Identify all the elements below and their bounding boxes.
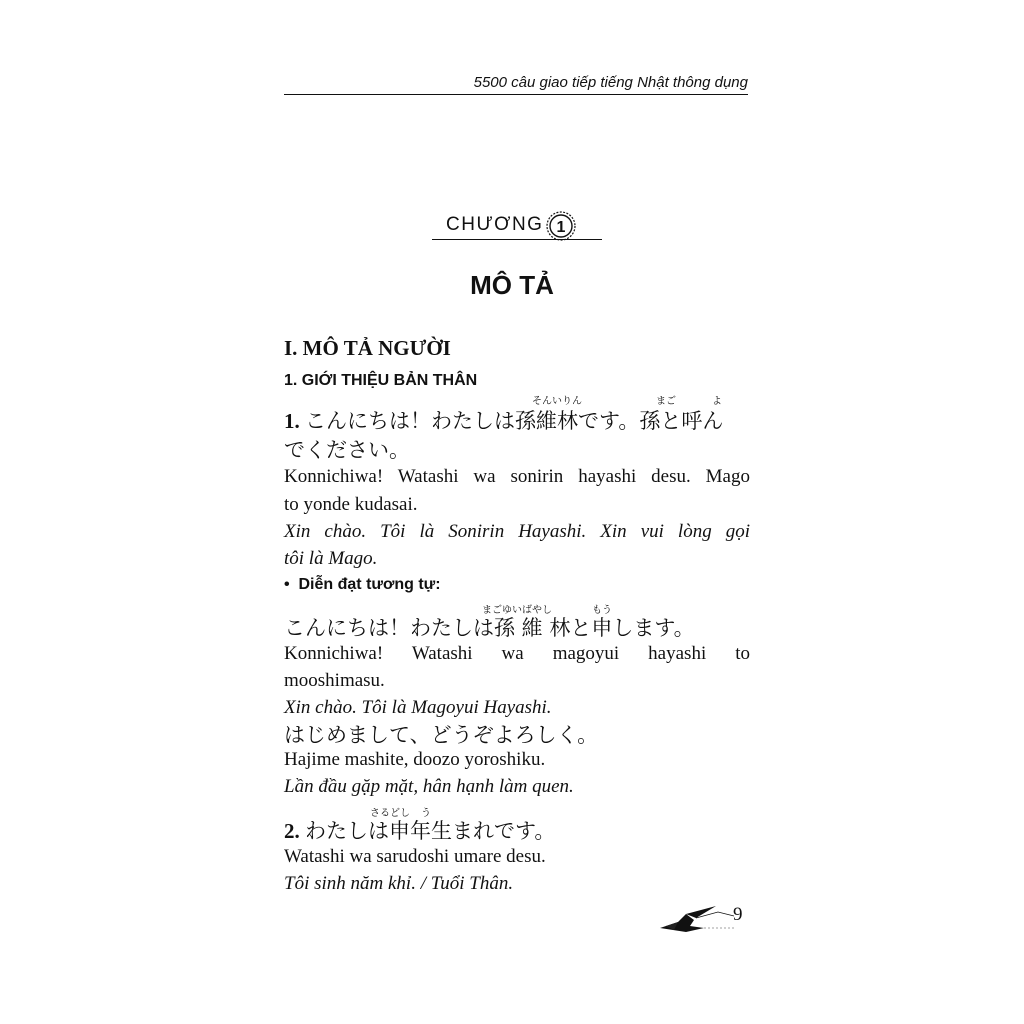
furigana: まごゆいばやし [482,605,552,616]
section-heading: I. MÔ TẢ NGƯỜI [284,336,451,360]
furigana: う [421,808,431,819]
vietnamese-text: tôi là Mago. [284,548,378,569]
chapter-label: CHƯƠNG [446,214,544,235]
jp-text: はじめまして、どうぞよろしく。 [284,723,599,747]
jp-sentence [284,815,750,845]
running-header: 5500 câu giao tiếp tiếng Nhật thông dụng [473,74,748,91]
vietnamese-text: Lần đầu gặp mặt, hân hạnh làm quen. [284,776,574,797]
furigana: そんいりん [532,396,582,407]
similar-label: Diễn đạt tương tự: [298,576,441,593]
subsection-heading: 1. GIỚI THIỆU BẢN THÂN [284,372,478,389]
similar-label-line [284,576,750,594]
furigana: まご [656,396,676,407]
vietnamese-text: Xin chào. Tôi là Sonirin Hayashi. Xin vui lòng gọi [284,521,750,542]
chapter-marker [432,210,602,242]
flying-crane-icon [656,900,738,938]
vietnamese-text: Tôi sinh năm khỉ. / Tuổi Thân. [284,873,514,894]
entry-number: 2. [284,819,300,843]
furigana: さるどし [370,808,410,819]
bullet: • [284,576,290,593]
chapter-title: MÔ TẢ [470,270,554,300]
chapter-number: 1 [556,219,566,236]
furigana: よ [712,396,722,407]
entry-number: 1. [284,409,300,433]
romaji-text: Watashi wa sarudoshi umare desu. [284,846,546,867]
jp-text: こんにちは！わたしは孫維林です。孫と呼ん [305,409,724,433]
jp-text: こんにちは！わたしは孫 維 林と申します。 [284,616,695,640]
romaji-text: to yonde kudasai. [284,494,418,515]
romaji-text: Konnichiwa! Watashi wa sonirin hayashi desu. Mago [284,466,750,487]
jp-text: わたしは申年生まれです。 [305,819,556,843]
gear-circle-icon [546,211,576,241]
romaji-text: mooshimasu. [284,670,385,691]
vietnamese-text: Xin chào. Tôi là Magoyui Hayashi. [284,697,552,718]
chapter-rule [432,239,602,240]
romaji-text: Hajime mashite, doozo yoroshiku. [284,749,546,770]
romaji-text: Konnichiwa! Watashi wa magoyui hayashi to [284,643,750,664]
page-number: 9 [733,904,743,925]
jp-sentence [284,405,750,435]
header-rule [284,94,748,95]
jp-text: でください。 [284,438,410,462]
furigana: もう [592,605,612,616]
